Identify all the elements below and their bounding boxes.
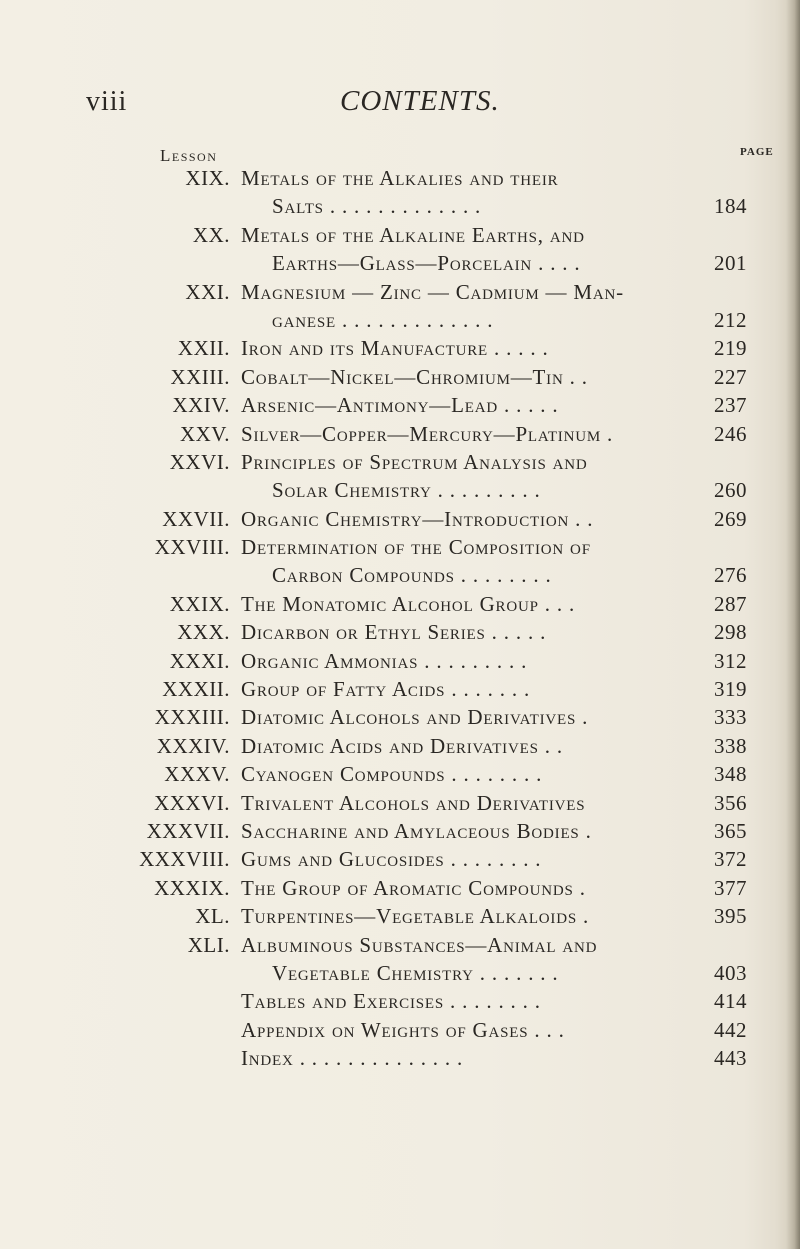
contents-entry — [0, 760, 800, 788]
contents-entry — [0, 1044, 800, 1072]
contents-entry — [0, 703, 800, 731]
lesson-number: XXV. — [179, 421, 230, 446]
lesson-title: Salts . . . . . . . . . . . . . — [272, 194, 482, 219]
page-number: 184 — [714, 194, 747, 219]
page-number: 365 — [714, 818, 747, 843]
contents-entry — [0, 590, 800, 618]
contents-entry — [0, 391, 800, 419]
lesson-number: XLI. — [187, 932, 230, 957]
lesson-title: Principles of Spectrum Analysis and — [241, 449, 588, 474]
lesson-title: The Monatomic Alcohol Group . . . — [241, 591, 576, 616]
lesson-title: Magnesium — Zinc — Cadmium — Man- — [241, 279, 624, 304]
page-number: 356 — [714, 790, 747, 815]
page-number: 395 — [714, 904, 747, 929]
lesson-title: Trivalent Alcohols and Derivatives — [241, 790, 586, 815]
lesson-title: Solar Chemistry . . . . . . . . . — [272, 478, 541, 503]
page-number: 227 — [714, 364, 747, 389]
lesson-number: XXXIV. — [156, 733, 230, 758]
contents-entry — [0, 1016, 800, 1044]
lesson-number: XXXII. — [162, 677, 230, 702]
lesson-title: The Group of Aromatic Compounds . — [241, 875, 586, 900]
page-title: CONTENTS. — [340, 85, 500, 117]
contents-entry — [0, 164, 800, 192]
lesson-title: Metals of the Alkalies and their — [241, 166, 559, 190]
lesson-number: XXVII. — [162, 506, 230, 531]
lesson-number: XXIX. — [169, 591, 230, 616]
lesson-title: Cyanogen Compounds . . . . . . . . — [241, 762, 543, 787]
lesson-title: Dicarbon or Ethyl Series . . . . . — [241, 620, 547, 645]
contents-entry — [0, 789, 800, 817]
running-head — [0, 86, 800, 126]
lesson-number: XXI. — [185, 279, 230, 304]
lesson-title: Diatomic Alcohols and Derivatives . — [241, 705, 589, 730]
lesson-title: Albuminous Substances—Animal and — [241, 932, 598, 957]
contents-list — [0, 164, 800, 1073]
contents-entry — [0, 902, 800, 930]
page-number: 298 — [714, 620, 747, 645]
lesson-number: XXXIX. — [154, 875, 230, 900]
lesson-number: XX. — [192, 222, 230, 247]
page-number: 260 — [714, 478, 747, 503]
lesson-title: Organic Ammonias . . . . . . . . . — [241, 648, 528, 673]
contents-entry — [0, 505, 800, 533]
contents-entry — [0, 448, 800, 476]
lesson-number: XXVI. — [169, 449, 230, 474]
page-number: 403 — [714, 960, 747, 985]
lesson-number: XXXVII. — [146, 818, 230, 843]
page-folio: viii — [86, 86, 128, 117]
lesson-number: XXXVIII. — [139, 847, 230, 872]
page-number: 372 — [714, 847, 747, 872]
lesson-number: XXIII. — [170, 364, 230, 389]
lesson-number: XXXI. — [169, 648, 230, 673]
contents-entry — [0, 732, 800, 760]
lesson-title: Silver—Copper—Mercury—Platinum . — [241, 421, 614, 446]
lesson-number: XXXIII. — [154, 705, 230, 730]
page-number: 348 — [714, 762, 747, 787]
contents-entry — [0, 278, 800, 306]
contents-entry — [0, 817, 800, 845]
contents-entry — [0, 533, 800, 561]
lesson-title: Earths—Glass—Porcelain . . . . — [272, 251, 581, 276]
lesson-title: Diatomic Acids and Derivatives . . — [241, 733, 563, 758]
lesson-number: XL. — [195, 904, 230, 929]
contents-entry — [0, 420, 800, 448]
lesson-title: Appendix on Weights of Gases . . . — [241, 1017, 565, 1042]
lesson-number: XXXVI. — [154, 790, 230, 815]
page-number: 219 — [714, 336, 747, 361]
page-number: 287 — [714, 591, 747, 616]
lesson-title: Group of Fatty Acids . . . . . . . — [241, 677, 530, 702]
lesson-title: Gums and Glucosides . . . . . . . . — [241, 847, 542, 872]
lesson-title: Cobalt—Nickel—Chromium—Tin . . — [241, 364, 588, 389]
contents-entry — [0, 931, 800, 959]
contents-entry — [0, 618, 800, 646]
contents-entry — [0, 647, 800, 675]
contents-entry — [0, 845, 800, 873]
lesson-column-heading: Lesson — [160, 146, 218, 165]
lesson-title: ganese . . . . . . . . . . . . . — [272, 307, 494, 332]
contents-entry — [0, 363, 800, 391]
lesson-title: Vegetable Chemistry . . . . . . . — [272, 960, 559, 985]
page-number: 338 — [714, 733, 747, 758]
contents-entry — [0, 675, 800, 703]
lesson-title: Carbon Compounds . . . . . . . . — [272, 563, 552, 588]
lesson-title: Organic Chemistry—Introduction . . — [241, 506, 594, 531]
lesson-title: Arsenic—Antimony—Lead . . . . . — [241, 393, 559, 418]
page-number: 443 — [714, 1046, 747, 1071]
contents-entry — [0, 334, 800, 362]
contents-entry — [0, 987, 800, 1015]
lesson-number: XXVIII. — [154, 535, 230, 560]
page-number: 212 — [714, 307, 747, 332]
page-column-heading: PAGE — [740, 146, 774, 158]
page-number: 276 — [714, 563, 747, 588]
lesson-title: Iron and its Manufacture . . . . . — [241, 336, 549, 361]
page-number: 312 — [714, 648, 747, 673]
lesson-title: Metals of the Alkaline Earths, and — [241, 222, 585, 247]
lesson-number: XXII. — [177, 336, 230, 361]
lesson-number: XXX. — [177, 620, 230, 645]
lesson-title: Tables and Exercises . . . . . . . . — [241, 989, 541, 1014]
contents-entry — [0, 874, 800, 902]
page-number: 201 — [714, 251, 747, 276]
page-number: 237 — [714, 393, 747, 418]
lesson-title: Index . . . . . . . . . . . . . . — [241, 1046, 464, 1071]
contents-entry-continuation — [0, 249, 800, 277]
contents-entry-continuation — [0, 561, 800, 589]
lesson-title: Determination of the Composition of — [241, 535, 591, 560]
page-number: 319 — [714, 677, 747, 702]
page-number: 377 — [714, 875, 747, 900]
lesson-number: XXXV. — [164, 762, 230, 787]
page-number: 442 — [714, 1017, 747, 1042]
contents-entry-continuation — [0, 192, 800, 220]
contents-entry-continuation — [0, 306, 800, 334]
lesson-title: Saccharine and Amylaceous Bodies . — [241, 818, 592, 843]
page-number: 269 — [714, 506, 747, 531]
lesson-number: XIX. — [185, 166, 230, 190]
contents-entry — [0, 221, 800, 249]
page-number: 414 — [714, 989, 747, 1014]
page-number: 333 — [714, 705, 747, 730]
contents-entry-continuation — [0, 476, 800, 504]
contents-entry-continuation — [0, 959, 800, 987]
lesson-number: XXIV. — [172, 393, 230, 418]
page-number: 246 — [714, 421, 747, 446]
lesson-title: Turpentines—Vegetable Alkaloids . — [241, 904, 590, 929]
